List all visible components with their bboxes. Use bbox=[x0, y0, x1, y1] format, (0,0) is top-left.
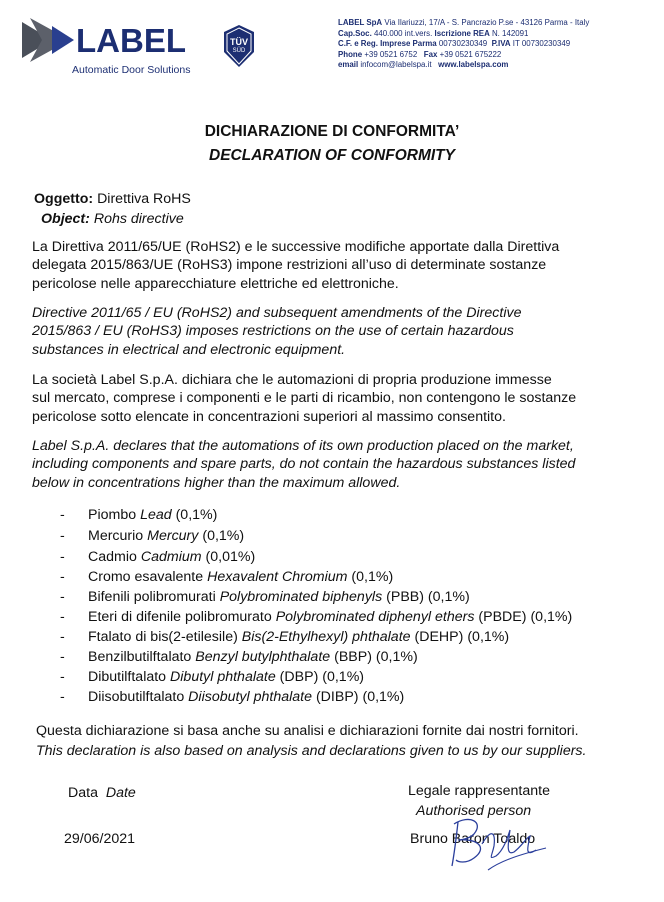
list-item: - Piombo Lead (0,1%) bbox=[60, 507, 218, 523]
company-phone-line: Phone +39 0521 6752 Fax +39 0521 675222 bbox=[338, 49, 502, 59]
company-email-line: email infocom@labelspa.it www.labelspa.com bbox=[338, 60, 509, 70]
closing-statement-en: This declaration is also based on analysis and declarations given to us by our suppliers. bbox=[36, 743, 587, 759]
company-email-link[interactable]: infocom@labelspa.it bbox=[360, 60, 432, 70]
logo-tagline: Automatic Door Solutions bbox=[72, 64, 191, 76]
list-item: - Benzilbutilftalato Benzyl butylphthalate (BBP) (0,1%) bbox=[60, 649, 418, 665]
list-item: - Mercurio Mercury (0,1%) bbox=[60, 528, 245, 544]
list-item: - Dibutilftalato Dibutyl phthalate (DBP) (0,1%) bbox=[60, 669, 365, 685]
company-address-line bbox=[338, 18, 589, 29]
company-website-link[interactable]: www.labelspa.com bbox=[438, 60, 509, 70]
list-item: - Diisobutilftalato Diisobutyl phthalate (DIBP) (0,1%) bbox=[60, 689, 405, 705]
tuv-badge-text: TÜV bbox=[230, 37, 248, 47]
tuv-certification-badge bbox=[222, 24, 256, 68]
paragraph-directive-en: Directive 2011/65 / EU (RoHS2) and subsequent amendments of the Directive 2015/863 / EU (RoHS3) imposes restrictions on the use of certain hazardous substances in electrical and electronic equipment. bbox=[32, 305, 522, 358]
company-logo bbox=[22, 18, 197, 78]
list-item: - Bifenili polibromurati Polybrominated biphenyls (PBB) (0,1%) bbox=[60, 589, 470, 605]
company-tax-line: C.F. e Reg. Imprese Parma 00730230349 P.IVA IT 00730230349 bbox=[338, 39, 571, 49]
tuv-badge-sub: SÜD bbox=[232, 48, 246, 54]
paragraph-declaration-en: Label S.p.A. declares that the automations of its own production placed on the market, including components and spare parts, do not contain the hazardous substances listed below in concentrations higher than the maximum allowed. bbox=[32, 438, 576, 491]
date-label: Data Date bbox=[68, 785, 136, 801]
representative-name: Bruno Baron Toaldo bbox=[410, 831, 536, 847]
closing-statement-it: Questa dichiarazione si basa anche su analisi e dichiarazioni fornite dai nostri fornitori. bbox=[36, 723, 579, 739]
document-title-it: DICHIARAZIONE DI CONFORMITA’ bbox=[204, 123, 460, 140]
list-item: - Cadmio Cadmium (0,01%) bbox=[60, 549, 256, 565]
date-value: 29/06/2021 bbox=[64, 831, 136, 847]
logo-wordmark: LABEL bbox=[76, 22, 186, 59]
paragraph-declaration-it: La società Label S.p.A. dichiara che le automazioni di propria produzione immesse sul mercato, comprese i componenti e le parti di ricambio, non contengono le sostanze pericolose sotto elencate in concentrazioni superiori al massimo consentito. bbox=[32, 372, 577, 425]
list-item: - Eteri di difenile polibromurato Polybrominated diphenyl ethers (PBDE) (0,1%) bbox=[60, 609, 573, 625]
company-capital-line: Cap.Soc. 440.000 int.vers. Iscrizione REA N. 142091 bbox=[338, 28, 529, 38]
paragraph-directive-it: La Direttiva 2011/65/UE (RoHS2) e le successive modifiche apportate dalla Direttiva delegata 2015/863/UE (RoHS3) impone restrizioni all’uso di determinate sostanze pericolose nelle apparecchiature elettriche ed elettroniche. bbox=[32, 239, 560, 292]
object-it: Oggetto: Direttiva RoHS bbox=[34, 191, 191, 207]
authorised-person-label: Authorised person bbox=[416, 803, 532, 819]
company-info bbox=[338, 18, 589, 71]
company-address: Via Ilariuzzi, 17/A - S. Pancrazio P.se - 43126 Parma - Italy bbox=[384, 18, 590, 27]
legal-representative-label: Legale rappresentante bbox=[408, 783, 550, 799]
list-item: - Ftalato di bis(2-etilesile) Bis(2-Ethylhexyl) phthalate (DEHP) (0,1%) bbox=[60, 629, 510, 645]
list-item: - Cromo esavalente Hexavalent Chromium (0,1%) bbox=[60, 569, 394, 585]
object-en: Object: Rohs directive bbox=[41, 211, 184, 227]
document-title-en: DECLARATION OF CONFORMITY bbox=[209, 147, 455, 164]
handwritten-signature-icon bbox=[418, 800, 558, 880]
company-name: LABEL SpA bbox=[338, 18, 383, 27]
